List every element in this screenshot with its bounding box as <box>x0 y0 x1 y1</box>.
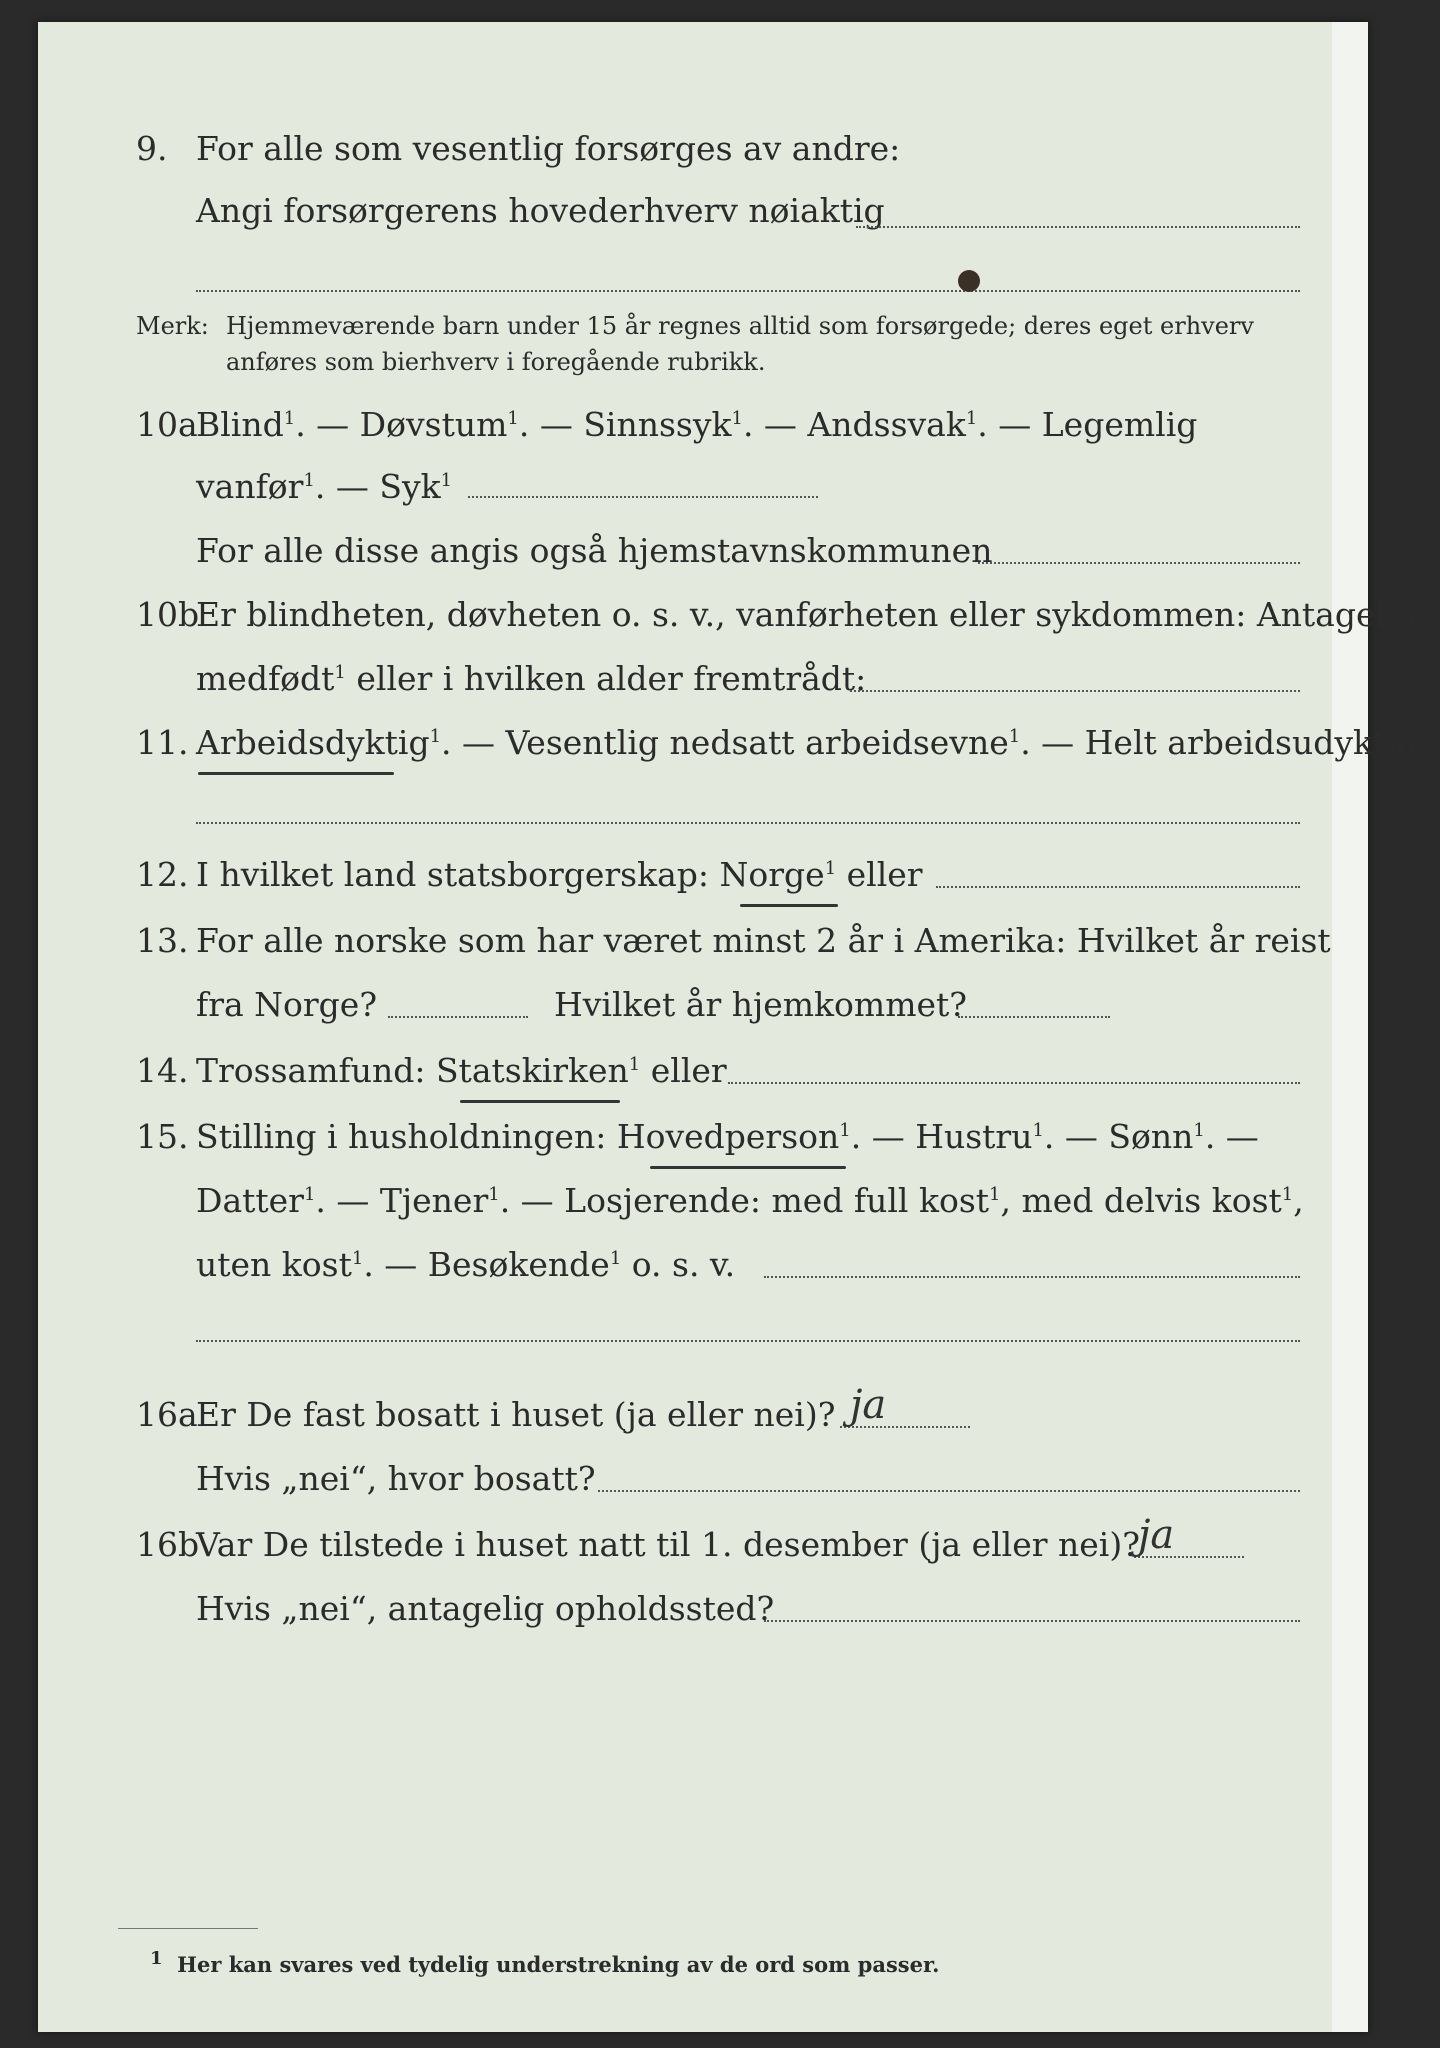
q15-answer-line-1[interactable] <box>764 1276 1300 1278</box>
footnote: 1 Her kan svares ved tydelig understrekning av de ord som passer. <box>150 1948 940 1977</box>
option-dovstum[interactable]: . — Døvstum <box>295 405 508 444</box>
option-andssvak[interactable]: . — Andssvak <box>742 405 966 444</box>
page-edge <box>1332 22 1368 2032</box>
merk-line2: anføres som bierhverv i foregående rubrikk. <box>226 348 766 376</box>
option-datter[interactable]: Datter <box>196 1181 304 1220</box>
q12-answer-line[interactable] <box>936 886 1300 888</box>
option-sinnssyk[interactable]: . — Sinnssyk <box>518 405 732 444</box>
q15-line1: Stilling i husholdningen: Hovedperson$^1$. — Hustru$^1$. — Sønn$^1$. — <box>196 1117 1259 1156</box>
handwritten-underline-statskirken <box>460 1100 620 1103</box>
q9-line2: Angi forsørgerens hovederhverv nøiaktig <box>196 191 885 230</box>
option-delvis-kost[interactable]: , med delvis kost <box>1000 1181 1282 1220</box>
q11-answer-line[interactable] <box>196 822 1300 824</box>
option-sonn[interactable]: . — Sønn <box>1043 1117 1194 1156</box>
item-number-10b: 10b <box>136 595 200 634</box>
q16a-line1: Er De fast bosatt i huset (ja eller nei)? <box>196 1395 836 1434</box>
q13-line1: For alle norske som har været minst 2 år i Amerika: Hvilket år reist <box>196 921 1331 960</box>
option-tjener[interactable]: . — Tjener <box>315 1181 489 1220</box>
q15-answer-line-2[interactable] <box>196 1340 1300 1342</box>
item-number-12: 12. <box>136 855 189 894</box>
q16a-handwritten-answer: ja <box>850 1382 887 1428</box>
item-number-16a: 16a <box>136 1395 198 1434</box>
q15-line2: Datter$^1$. — Tjener$^1$. — Losjerende: med full kost$^1$, med delvis kost$^1$, <box>196 1181 1304 1220</box>
item-number-15: 15. <box>136 1117 189 1156</box>
handwritten-underline-arbeidsdyktig <box>198 772 394 775</box>
q9-line1: For alle som vesentlig forsørges av andre: <box>196 129 901 168</box>
q13-reist-answer[interactable] <box>388 1016 528 1018</box>
option-arbeidsudyktig[interactable]: . — Helt arbeidsudyktig <box>1020 723 1418 762</box>
q16b-handwritten-answer: ja <box>1138 1512 1175 1558</box>
q16b-opholdssted-answer[interactable] <box>764 1620 1300 1622</box>
census-form-page <box>38 22 1440 2032</box>
item-number-13: 13. <box>136 921 189 960</box>
q16a-bosatt-answer[interactable] <box>598 1490 1300 1492</box>
ink-blot <box>958 270 980 292</box>
q16b-line2: Hvis „nei“, antagelig opholdssted? <box>196 1589 775 1628</box>
q10a-hjemstavn-line[interactable] <box>978 562 1300 564</box>
option-blind[interactable]: Blind <box>196 405 284 444</box>
q14-line: Trossamfund: Statskirken$^1$ eller <box>196 1051 727 1090</box>
item-number-9: 9. <box>136 129 168 168</box>
q11-line: Arbeidsdyktig$^1$. — Vesentlig nedsatt arbeidsevne$^1$. — Helt arbeidsudyktig$^1$. <box>196 723 1440 762</box>
option-nedsatt-arbeidsevne[interactable]: . — Vesentlig nedsatt arbeidsevne <box>441 723 1009 762</box>
merk-label: Merk: <box>136 312 209 340</box>
handwritten-underline-hovedperson <box>650 1166 846 1169</box>
option-hustru[interactable]: . — Hustru <box>850 1117 1033 1156</box>
q14-answer-line[interactable] <box>728 1082 1300 1084</box>
handwritten-underline-norge <box>740 904 838 907</box>
option-norge[interactable]: Norge <box>719 855 825 894</box>
q13-line2a: fra Norge? <box>196 985 378 1024</box>
option-medfodt[interactable]: medfødt <box>196 659 335 698</box>
item-number-16b: 16b <box>136 1525 200 1564</box>
q13-hjemkommet-answer[interactable] <box>958 1016 1110 1018</box>
footnote-rule <box>118 1928 258 1929</box>
q10a-line1: Blind$^1$. — Døvstum$^1$. — Sinnssyk$^1$. — Andssvak$^1$. — Legemlig <box>196 405 1198 444</box>
q9-answer-line-2[interactable] <box>196 290 1300 292</box>
option-hovedperson[interactable]: Hovedperson <box>616 1117 840 1156</box>
option-syk[interactable]: . — Syk <box>314 467 441 506</box>
q16b-line1: Var De tilstede i huset natt til 1. desember (ja eller nei)? <box>196 1525 1140 1564</box>
option-arbeidsdyktig[interactable]: Arbeidsdyktig <box>196 723 430 762</box>
option-uten-kost[interactable]: uten kost <box>196 1245 352 1284</box>
option-full-kost[interactable]: . — Losjerende: med full kost <box>499 1181 990 1220</box>
option-besokende[interactable]: . — Besøkende <box>363 1245 610 1284</box>
q10b-answer-line[interactable] <box>850 690 1300 692</box>
item-number-14: 14. <box>136 1051 189 1090</box>
option-legemlig[interactable]: . — Legemlig <box>977 405 1198 444</box>
q9-answer-line-1[interactable] <box>856 226 1300 228</box>
option-statskirken[interactable]: Statskirken <box>435 1051 629 1090</box>
q10b-line1: Er blindheten, døvheten o. s. v., vanførheten eller sykdommen: Antagelig <box>196 595 1418 634</box>
merk-line1: Hjemmeværende barn under 15 år regnes alltid som forsørgede; deres eget erhverv <box>226 312 1254 340</box>
q10a-line2: vanfør$^1$. — Syk$^1$ <box>196 467 453 506</box>
item-number-10a: 10a <box>136 405 198 444</box>
q13-line2b: Hvilket år hjemkommet? <box>554 985 967 1024</box>
q10b-line2: medfødt$^1$ eller i hvilken alder fremtrådt: <box>196 659 867 698</box>
option-vanfor[interactable]: vanfør <box>196 467 304 506</box>
q15-line3: uten kost$^1$. — Besøkende$^1$ o. s. v. <box>196 1245 736 1284</box>
q10a-line3: For alle disse angis også hjemstavnskommunen <box>196 531 993 570</box>
item-number-11: 11. <box>136 723 189 762</box>
q16a-line2: Hvis „nei“, hvor bosatt? <box>196 1459 596 1498</box>
q10a-answer-line[interactable] <box>468 496 818 498</box>
q12-line: I hvilket land statsborgerskap: Norge$^1$ eller <box>196 855 923 894</box>
